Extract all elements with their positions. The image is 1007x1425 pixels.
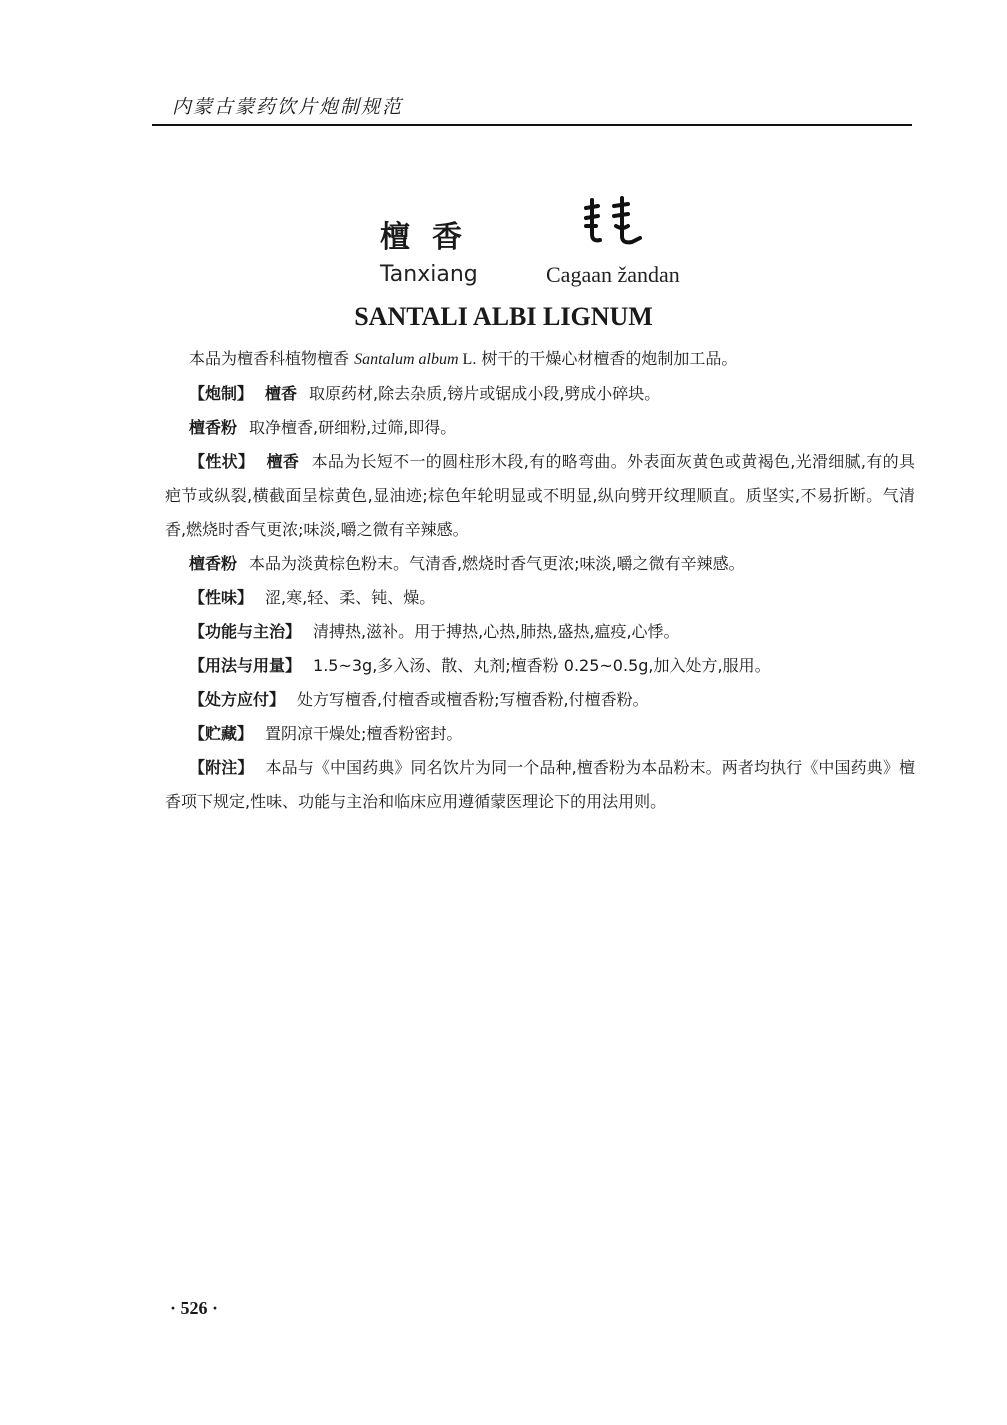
taste-paragraph xyxy=(165,581,915,615)
section-label-prescription: 【处方应付】 xyxy=(189,690,286,709)
latin-drug-name: SANTALI ALBI LIGNUM xyxy=(354,302,653,331)
section-label-dosage: 【用法与用量】 xyxy=(189,656,302,675)
header-rule xyxy=(152,124,912,126)
mongolian-script-title xyxy=(582,196,646,248)
storage-text: 置阴凉干燥处;檀香粉密封。 xyxy=(265,724,463,743)
prescription-text: 处方写檀香,付檀香或檀香粉;写檀香粉,付檀香粉。 xyxy=(297,690,649,709)
storage-paragraph xyxy=(165,717,915,751)
characteristics-text-2: 本品为淡黄棕色粉末。气清香,燃烧时香气更浓;味淡,嚼之微有辛辣感。 xyxy=(249,554,745,573)
section-label-processing: 【炮制】 xyxy=(189,384,254,403)
processing-text-1: 取原药材,除去杂质,镑片或锯成小段,劈成小碎块。 xyxy=(309,384,661,403)
taste-text: 涩,寒,轻、柔、钝、燥。 xyxy=(265,588,436,607)
processing-text-2: 取净檀香,研细粉,过筛,即得。 xyxy=(249,418,457,437)
species-name: Santalum album xyxy=(354,351,459,368)
function-text: 清搏热,滋补。用于搏热,心热,肺热,盛热,瘟疫,心悸。 xyxy=(313,622,680,641)
intro-text-end: 树干的干燥心材檀香的炮制加工品。 xyxy=(476,349,738,368)
note-paragraph xyxy=(165,751,915,819)
sublabel-processing-powder: 檀香粉 xyxy=(189,418,238,437)
characteristics-paragraph xyxy=(165,445,915,547)
note-text: 本品与《中国药典》同名饮片为同一个品种,檀香粉为本品粉末。两者均执行《中国药典》檀香项下规定,性味、功能与主治和临床应用遵循蒙医理论下的用法用则。 xyxy=(165,758,915,811)
dosage-paragraph xyxy=(165,649,915,683)
intro-text: 本品为檀香科植物檀香 xyxy=(189,349,355,368)
characteristics-text-1: 本品为长短不一的圆柱形木段,有的略弯曲。外表面灰黄色或黄褐色,光滑细腻,有的具疤节或纵裂,横截面呈棕黄色,显油迹;棕色年轮明显或不明显,纵向劈开纹理顺直。质坚实,不易折断。气清香,燃烧时香气更浓;味淡,嚼之微有辛辣感。 xyxy=(165,452,915,539)
page-number: · 526 · xyxy=(170,1298,219,1318)
intro-paragraph xyxy=(165,342,915,377)
species-author: L. xyxy=(458,351,477,368)
prescription-paragraph xyxy=(165,683,915,717)
running-header-title: 内蒙古蒙药饮片炮制规范 xyxy=(172,96,404,118)
sublabel-processing-tanxiang: 檀香 xyxy=(265,384,298,403)
section-label-characteristics: 【性状】 xyxy=(189,452,255,471)
entry-title-chinese: 檀香 xyxy=(380,220,484,255)
sublabel-characteristics-tanxiang: 檀香 xyxy=(266,452,300,471)
section-label-note: 【附注】 xyxy=(189,758,254,777)
processing-powder-paragraph xyxy=(165,411,915,445)
function-paragraph xyxy=(165,615,915,649)
processing-paragraph xyxy=(165,377,915,411)
monograph-body xyxy=(165,342,915,819)
characteristics-powder-paragraph xyxy=(165,547,915,581)
dosage-text: 1.5~3g,多入汤、散、丸剂;檀香粉 0.25~0.5g,加入处方,服用。 xyxy=(313,656,771,675)
pinyin-name: Tanxiang xyxy=(380,262,478,287)
section-label-function: 【功能与主治】 xyxy=(189,622,302,641)
section-label-storage: 【贮藏】 xyxy=(189,724,254,743)
mongolian-latin-name: Cagaan žandan xyxy=(546,262,680,287)
section-label-taste: 【性味】 xyxy=(189,588,254,607)
sublabel-characteristics-powder: 檀香粉 xyxy=(189,554,238,573)
